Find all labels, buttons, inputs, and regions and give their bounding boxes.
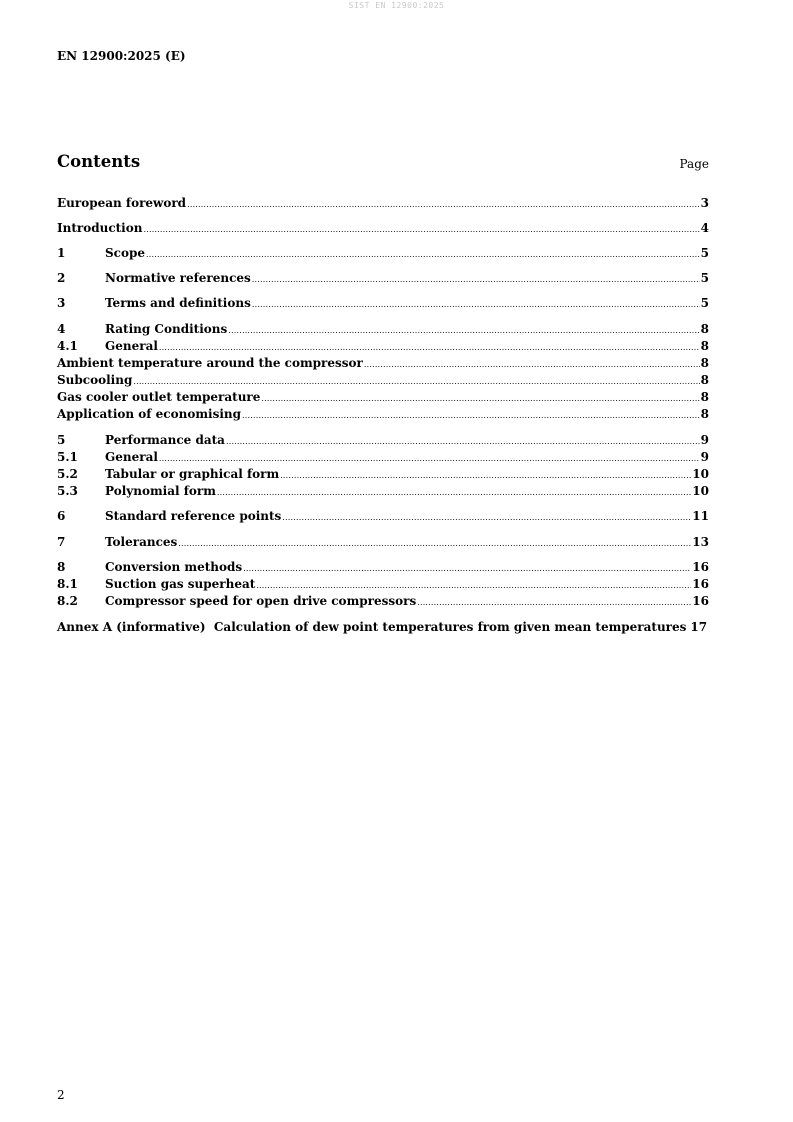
toc-leader [280,466,691,484]
toc-entry-4-1-general[interactable] [57,338,709,354]
toc-entry-page: 9 [700,450,709,464]
document-id: EN 12900:2025 (E) [57,49,186,63]
toc-entry-tabular-form[interactable] [57,466,709,482]
toc-entry-introduction[interactable] [57,220,709,236]
toc-leader [282,508,691,526]
toc-entry-page: 10 [692,484,709,498]
toc-leader [256,576,691,594]
toc-entry-page: 5 [700,271,709,285]
toc-entry-number: 5 [57,433,66,447]
toc-entry-annex-a[interactable] [57,619,709,635]
toc-entry-page: 8 [700,390,709,404]
toc-entry-european-foreword[interactable] [57,195,709,211]
toc-entry-performance-data[interactable] [57,432,709,448]
toc-leader [226,432,700,450]
toc-entry-label: Standard reference points [105,509,282,523]
toc-leader [146,245,700,263]
toc-entry-page: 16 [692,577,709,591]
toc-entry-page: 3 [700,196,709,210]
toc-entry-number: 5.1 [57,450,78,464]
toc-entry-page: 4 [700,221,709,235]
toc-entry-page: 10 [692,467,709,481]
toc-entry-label: Performance data [105,433,225,447]
toc-entry-page: 11 [692,509,709,523]
toc-entry-page: 8 [700,407,709,421]
toc-entry-label: Ambient temperature around the compressor [57,356,363,370]
toc-entry-number: 5.2 [57,467,78,481]
toc-leader [242,406,700,424]
toc-leader [252,270,700,288]
toc-entry-number: 7 [57,535,66,549]
toc-entry-page: 5 [700,296,709,310]
toc-entry-page: 16 [692,594,709,608]
toc-entry-label: Scope [105,246,146,260]
toc-entry-ambient-temperature[interactable] [57,355,709,371]
toc-entry-page: 8 [700,373,709,387]
toc-entry-number: 4 [57,322,66,336]
toc-entry-label: Polynomial form [105,484,216,498]
toc-leader [261,389,699,407]
toc-entry-label: General [105,450,158,464]
toc-entry-standard-reference-points[interactable] [57,508,709,524]
toc-entry-suction-gas-superheat[interactable] [57,576,709,592]
toc-entry-terms-and-definitions[interactable] [57,295,709,311]
toc-entry-page: 5 [700,246,709,260]
toc-leader [159,338,700,356]
page-number: 2 [57,1088,65,1102]
toc-entry-normative-references[interactable] [57,270,709,286]
page-column-label: Page [679,157,709,171]
toc-entry-conversion-methods[interactable] [57,559,709,575]
toc-leader [187,195,700,213]
toc-leader [417,593,691,611]
toc-leader [243,559,691,577]
toc-entry-page: 8 [700,356,709,370]
toc-entry-number: 8.1 [57,577,78,591]
toc-entry-label: Compressor speed for open drive compressors [105,594,417,608]
toc-entry-rating-conditions[interactable] [57,321,709,337]
toc-entry-label: Rating Conditions [105,322,228,336]
toc-entry-scope[interactable] [57,245,709,261]
toc-entry-page: 9 [700,433,709,447]
toc-entry-label: Terms and definitions [105,296,251,310]
toc-entry-number: 6 [57,509,66,523]
toc-entry-number: 5.3 [57,484,78,498]
toc-entry-compressor-speed[interactable] [57,593,709,609]
toc-leader [217,483,691,501]
toc-entry-label: Tolerances [105,535,178,549]
toc-entry-number: 8.2 [57,594,78,608]
toc-entry-label: Subcooling [57,373,133,387]
toc-entry-label: Conversion methods [105,560,243,574]
toc-entry-label: Tabular or graphical form [105,467,280,481]
watermark: SIST EN 12900:2025 [348,1,445,10]
toc-leader [159,449,700,467]
toc-entry-polynomial-form[interactable] [57,483,709,499]
toc-entry-page: 16 [692,560,709,574]
toc-entry-5-1-general[interactable] [57,449,709,465]
toc-entry-label: European foreword [57,196,187,210]
toc-leader [252,295,700,313]
toc-entry-label: Gas cooler outlet temperature [57,390,261,404]
toc-entry-page: 17 [690,620,708,634]
toc-entry-number: 1 [57,246,66,260]
toc-entry-gas-cooler-outlet[interactable] [57,389,709,405]
toc-leader [133,372,699,390]
toc-entry-tolerances[interactable] [57,534,709,550]
toc-entry-page: 8 [700,322,709,336]
toc-entry-label: Application of economising [57,407,242,421]
toc-entry-label: General [105,339,158,353]
toc-leader [364,355,700,373]
contents-title: Contents [57,152,141,171]
toc-entry-label: Suction gas superheat [105,577,256,591]
toc-entry-subcooling[interactable] [57,372,709,388]
toc-entry-economising[interactable] [57,406,709,422]
toc-entry-number: 2 [57,271,66,285]
toc-entry-number: 8 [57,560,66,574]
toc-leader [228,321,699,339]
toc-entry-label: Introduction [57,221,143,235]
toc-entry-label: Normative references [105,271,251,285]
toc-leader [143,220,699,238]
toc-entry-label: Annex A (informative) Calculation of dew point temperatures from given mean temperatures [57,620,687,634]
toc-leader [178,534,691,552]
toc-entry-number: 4.1 [57,339,78,353]
toc-entry-number: 3 [57,296,66,310]
toc-entry-page: 8 [700,339,709,353]
toc-entry-page: 13 [692,535,709,549]
